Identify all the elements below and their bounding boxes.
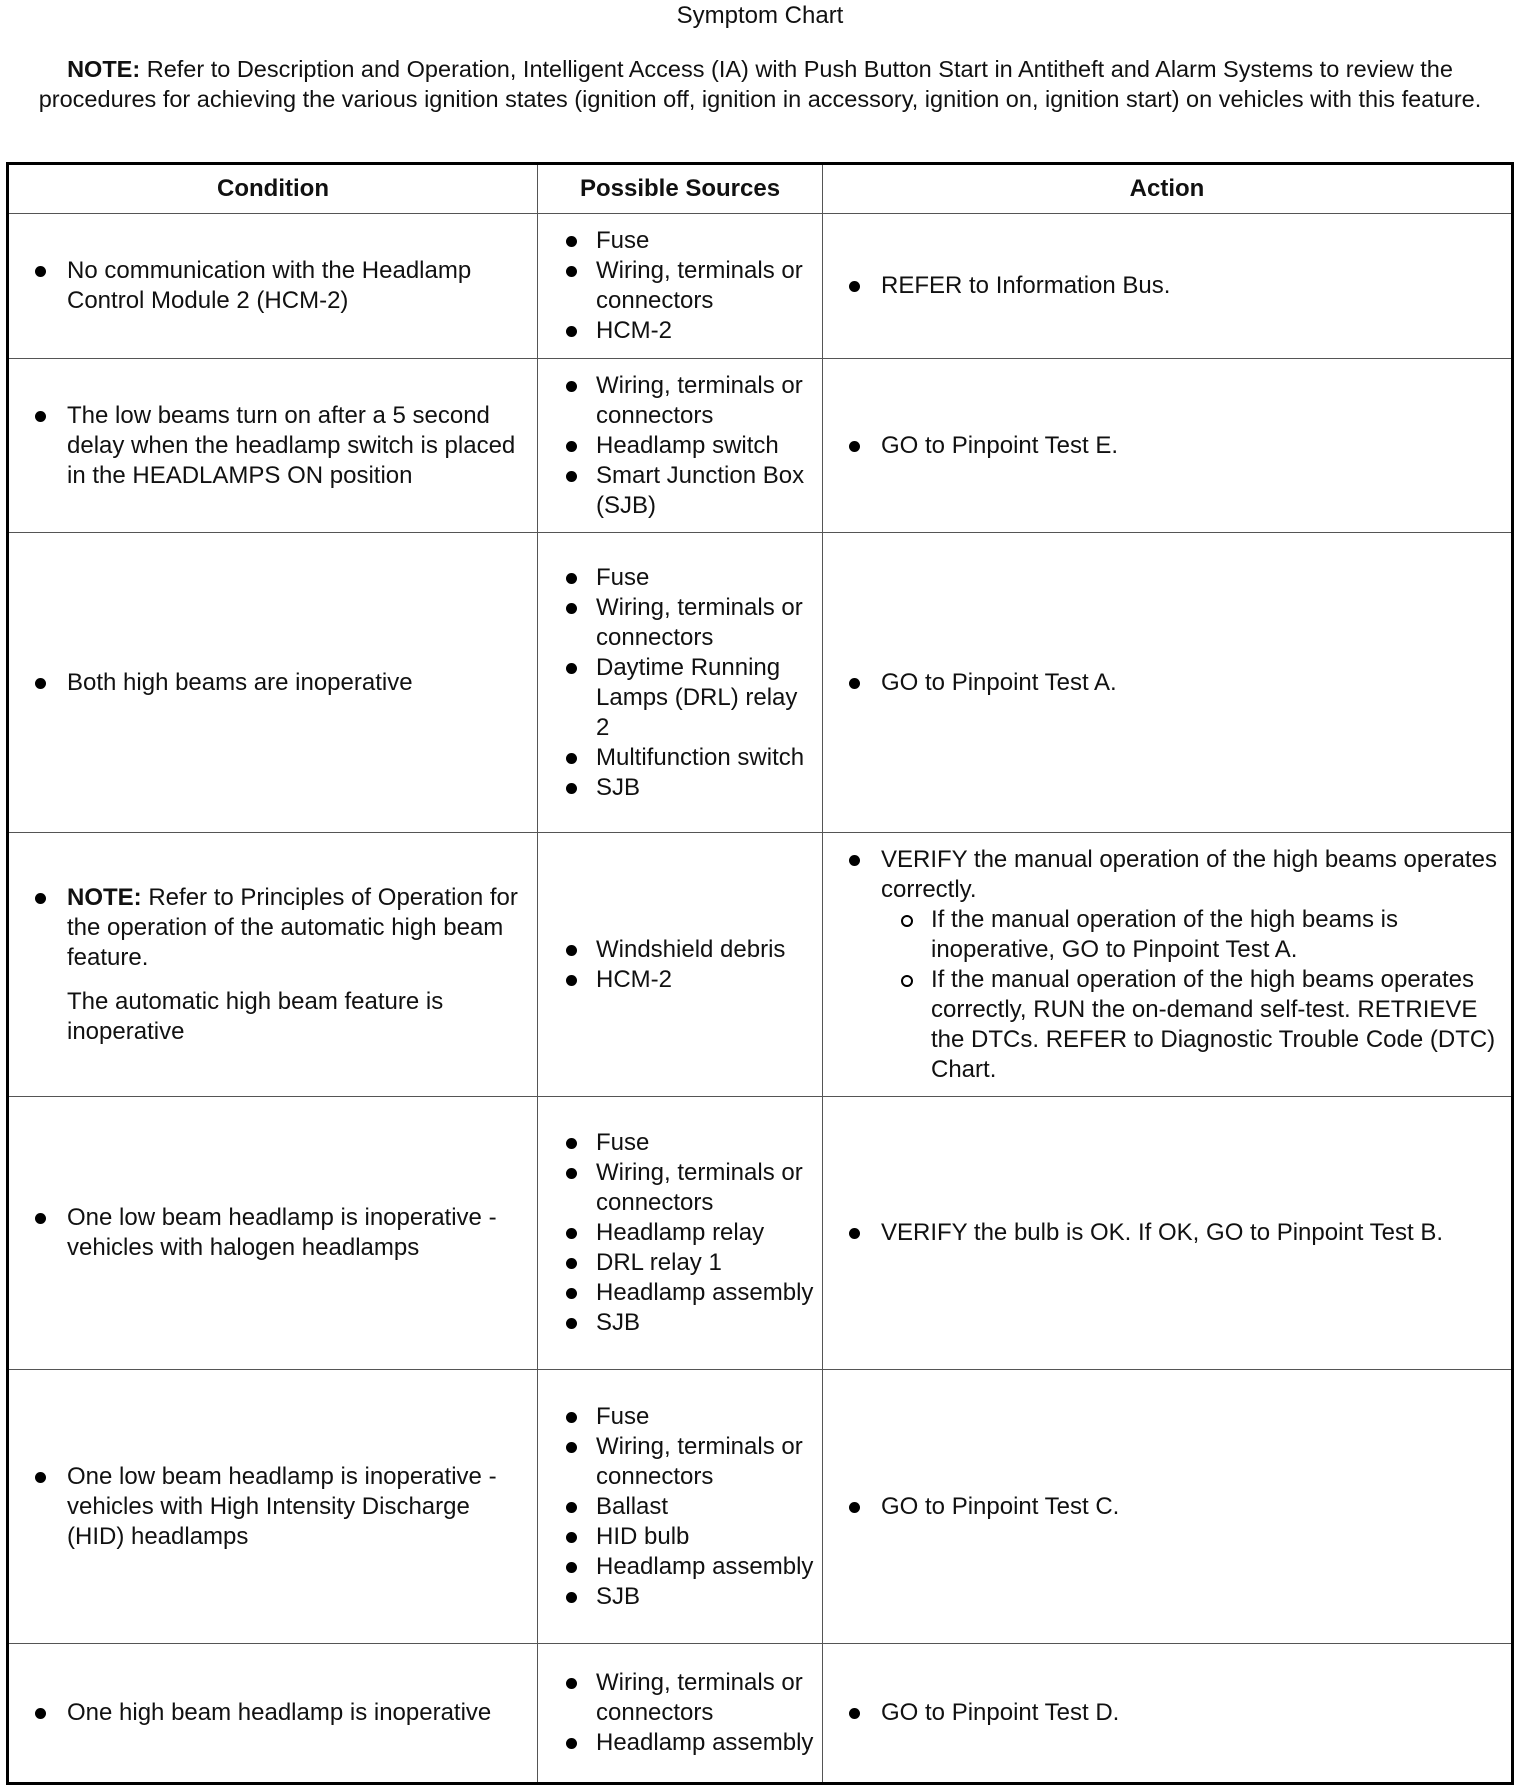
action-text: GO to Pinpoint Test E. <box>823 431 1505 461</box>
source-item: Wiring, terminals or connectors <box>538 1158 816 1218</box>
action-text: GO to Pinpoint Test C. <box>823 1492 1505 1522</box>
source-item: Headlamp assembly <box>538 1278 816 1308</box>
action-cell <box>823 359 1513 533</box>
action-cell <box>823 833 1513 1097</box>
source-item: Wiring, terminals or connectors <box>538 593 816 653</box>
condition-cell <box>8 833 538 1097</box>
table-row <box>8 1370 1513 1644</box>
sources-cell <box>538 1644 823 1784</box>
condition-detail: The automatic high beam feature is inoperative <box>67 987 444 1045</box>
source-item: Wiring, terminals or connectors <box>538 256 816 316</box>
condition-text <box>9 883 531 1047</box>
table-row <box>8 533 1513 833</box>
condition-text: One high beam headlamp is inoperative <box>9 1698 531 1728</box>
source-item: Wiring, terminals or connectors <box>538 1668 816 1728</box>
condition-cell <box>8 1370 538 1644</box>
table-row <box>8 359 1513 533</box>
condition-cell <box>8 533 538 833</box>
sub-action-item: If the manual operation of the high beams is inoperative, GO to Pinpoint Test A. <box>823 905 1505 965</box>
sources-cell <box>538 833 823 1097</box>
chart-title: Symptom Chart <box>676 2 844 29</box>
header-sources: Possible Sources <box>538 164 823 214</box>
source-item: Daytime Running Lamps (DRL) relay 2 <box>538 653 816 743</box>
condition-text: One low beam headlamp is inoperative - vehicles with halogen headlamps <box>9 1203 531 1263</box>
condition-text: Both high beams are inoperative <box>9 668 531 698</box>
condition-cell <box>8 1644 538 1784</box>
action-cell <box>823 1097 1513 1370</box>
source-item: Fuse <box>538 1128 816 1158</box>
sources-cell <box>538 359 823 533</box>
header-action: Action <box>823 164 1513 214</box>
source-item: Multifunction switch <box>538 743 816 773</box>
condition-text: The low beams turn on after a 5 second delay when the headlamp switch is placed in the HEADLAMPS ON position <box>9 401 531 491</box>
source-item: Wiring, terminals or connectors <box>538 371 816 431</box>
sources-cell <box>538 1097 823 1370</box>
action-text: REFER to Information Bus. <box>823 271 1505 301</box>
action-cell <box>823 214 1513 359</box>
note-label: NOTE: <box>67 56 141 82</box>
source-item: Fuse <box>538 563 816 593</box>
table-row <box>8 214 1513 359</box>
source-item: Headlamp switch <box>538 431 816 461</box>
condition-text: One low beam headlamp is inoperative - vehicles with High Intensity Discharge (HID) headlamps <box>9 1462 531 1552</box>
source-item: HCM-2 <box>538 965 816 995</box>
sources-cell <box>538 1370 823 1644</box>
sources-cell <box>538 214 823 359</box>
source-item: Smart Junction Box (SJB) <box>538 461 816 521</box>
action-text: GO to Pinpoint Test A. <box>823 668 1505 698</box>
sub-action-item: If the manual operation of the high beams operates correctly, RUN the on-demand self-test. RETRIEVE the DTCs. REFER to Diagnostic Trouble Code (DTC) Chart. <box>823 965 1505 1085</box>
source-item: Fuse <box>538 226 816 256</box>
condition-text: No communication with the Headlamp Control Module 2 (HCM-2) <box>9 256 531 316</box>
action-cell <box>823 1370 1513 1644</box>
table-row <box>8 1644 1513 1784</box>
action-text: VERIFY the bulb is OK. If OK, GO to Pinpoint Test B. <box>823 1218 1505 1248</box>
table-row <box>8 1097 1513 1370</box>
condition-note-label: NOTE: <box>67 883 142 911</box>
action-cell <box>823 533 1513 833</box>
source-item: Headlamp relay <box>538 1218 816 1248</box>
header-condition: Condition <box>8 164 538 214</box>
condition-cell <box>8 359 538 533</box>
table-row <box>8 833 1513 1097</box>
source-item: SJB <box>538 1582 816 1612</box>
source-item: Headlamp assembly <box>538 1728 816 1758</box>
source-item: DRL relay 1 <box>538 1248 816 1278</box>
symptom-table <box>6 162 1514 1785</box>
intro-note <box>14 54 1506 150</box>
source-item: Wiring, terminals or connectors <box>538 1432 816 1492</box>
source-item: HID bulb <box>538 1522 816 1552</box>
note-text: Refer to Description and Operation, Intelligent Access (IA) with Push Button Start in Antitheft and Alarm Systems to review the procedures for achieving the various ignition states (ignition off, ignition in accessory, ignition on, ignition start) on vehicles with this feature. <box>38 56 1482 112</box>
condition-cell <box>8 1097 538 1370</box>
sources-cell <box>538 533 823 833</box>
header-row <box>8 164 1513 214</box>
condition-note-text: Refer to Principles of Operation for the operation of the automatic high beam feature. <box>67 883 518 971</box>
source-item: SJB <box>538 1308 816 1338</box>
source-item: Fuse <box>538 1402 816 1432</box>
source-item: Ballast <box>538 1492 816 1522</box>
action-text: VERIFY the manual operation of the high beams operates correctly. <box>823 845 1505 905</box>
source-item: HCM-2 <box>538 316 816 346</box>
source-item: Windshield debris <box>538 935 816 965</box>
action-text: GO to Pinpoint Test D. <box>823 1698 1505 1728</box>
action-cell <box>823 1644 1513 1784</box>
source-item: SJB <box>538 773 816 803</box>
condition-cell <box>8 214 538 359</box>
source-item: Headlamp assembly <box>538 1552 816 1582</box>
